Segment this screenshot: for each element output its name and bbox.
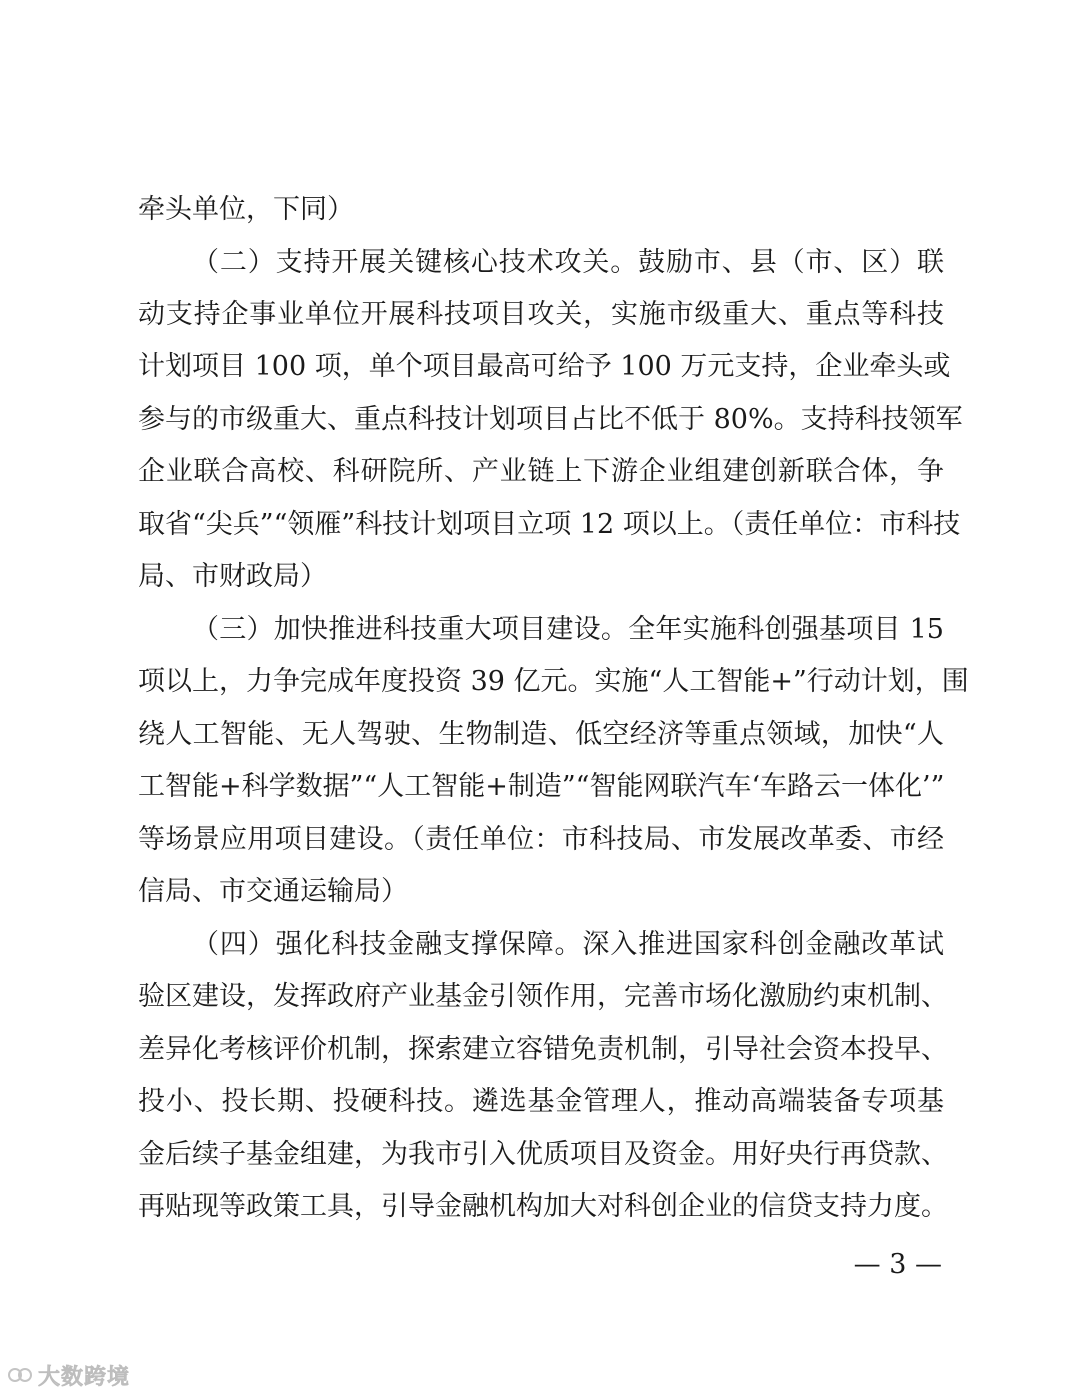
text-line: 计划项目 100 项，单个项目最高可给予 100 万元支持，企业牵头或 xyxy=(138,351,951,382)
text-line: 牵头单位，下同） xyxy=(138,194,354,225)
text-line: 工智能+科学数据”“人工智能+制造”“智能网联汽车‘车路云一体化’” xyxy=(138,771,945,802)
text-line: 再贴现等政策工具，引导金融机构加大对科创企业的信贷支持力度。 xyxy=(138,1191,948,1222)
text-line: 验区建设，发挥政府产业基金引领作用，完善市场化激励约束机制、 xyxy=(138,981,948,1012)
text-line: 局、市财政局） xyxy=(138,561,327,592)
watermark-text: 大数跨境 xyxy=(38,1364,131,1390)
text-line: 投小、投长期、投硬科技。遴选基金管理人，推动高端装备专项基 xyxy=(138,1086,944,1117)
text-line: 项以上，力争完成年度投资 39 亿元。实施“人工智能+”行动计划，围 xyxy=(138,666,969,697)
section-heading-line: （二）支持开展关键核心技术攻关。鼓励市、县（市、区）联 xyxy=(192,247,944,278)
text-line: 差异化考核评价机制，探索建立容错免责机制，引导社会资本投早、 xyxy=(138,1034,948,1065)
logo-icon xyxy=(8,1364,34,1386)
text-line: 参与的市级重大、重点科技计划项目占比不低于 80%。支持科技领军 xyxy=(138,404,963,435)
text-line: 企业联合高校、科研院所、产业链上下游企业组建创新联合体，争 xyxy=(138,456,944,487)
text-line: 等场景应用项目建设。（责任单位：市科技局、市发展改革委、市经 xyxy=(138,824,944,855)
page-number: — 3 — xyxy=(853,1249,942,1280)
section-heading-line: （三）加快推进科技重大项目建设。全年实施科创强基项目 15 xyxy=(192,614,944,645)
text-line: 金后续子基金组建，为我市引入优质项目及资金。用好央行再贷款、 xyxy=(138,1139,948,1170)
watermark xyxy=(8,1360,130,1390)
text-line: 取省“尖兵”“领雁”科技计划项目立项 12 项以上。（责任单位：市科技 xyxy=(138,509,961,540)
section-heading-line: （四）强化科技金融支撑保障。深入推进国家科创金融改革试 xyxy=(192,929,944,960)
text-line: 动支持企事业单位开展科技项目攻关，实施市级重大、重点等科技 xyxy=(138,299,944,330)
text-line: 信局、市交通运输局） xyxy=(138,876,408,907)
text-line: 绕人工智能、无人驾驶、生物制造、低空经济等重点领域，加快“人 xyxy=(138,719,944,750)
